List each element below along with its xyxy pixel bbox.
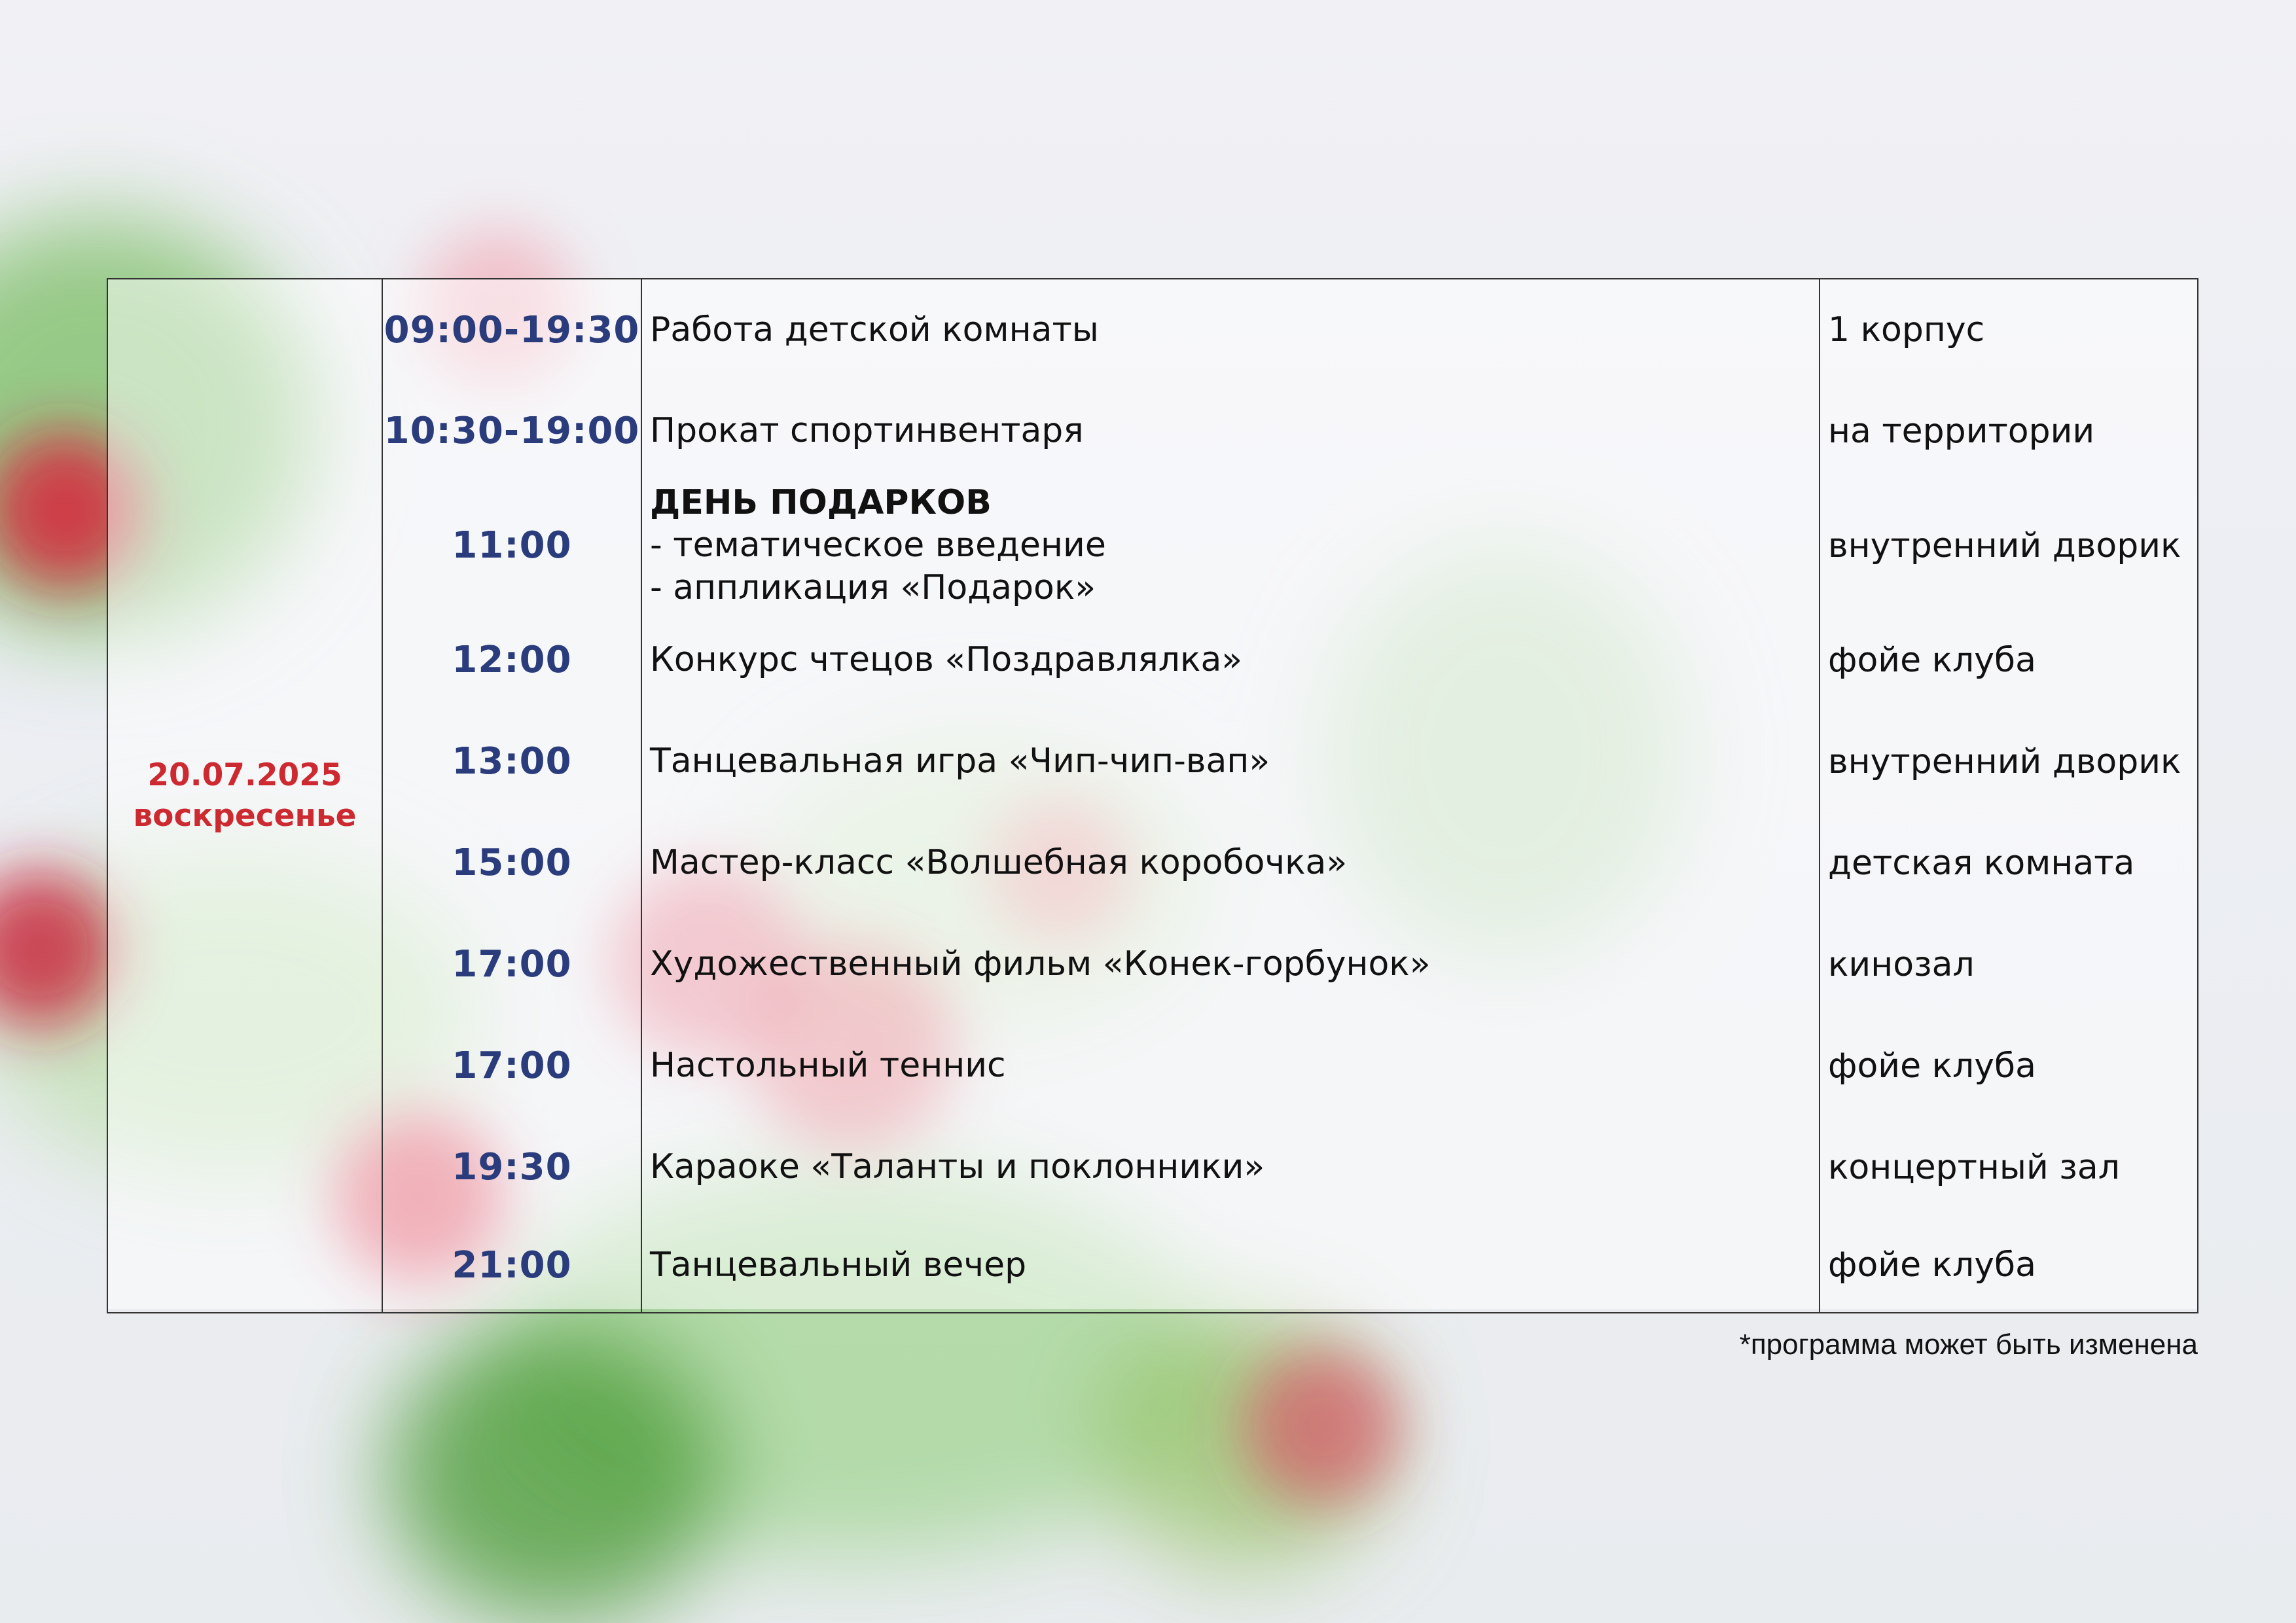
event-block	[641, 482, 1820, 609]
table-row	[107, 482, 2198, 609]
event-place: внутренний дворик	[1820, 711, 2198, 812]
date-label: 20.07.2025	[147, 757, 342, 793]
time-label: 13:00	[382, 711, 641, 812]
time-label: 17:00	[382, 1015, 641, 1116]
event-place: фойе клуба	[1820, 609, 2198, 711]
schedule-table	[107, 278, 2198, 1313]
event-place: внутренний дворик	[1820, 482, 2198, 609]
event-title: Работа детской комнаты	[641, 279, 1820, 380]
time-label: 21:00	[382, 1218, 641, 1313]
table-row	[107, 711, 2198, 812]
event-subitem: - тематическое введение	[650, 526, 1106, 565]
time-label: 10:30-19:00	[382, 380, 641, 482]
time-label: 17:00	[382, 914, 641, 1015]
time-label: 15:00	[382, 812, 641, 914]
time-label: 19:30	[382, 1116, 641, 1218]
weekday-label: воскресенье	[133, 798, 357, 834]
event-title: Художественный фильм «Конек-горбунок»	[641, 914, 1820, 1015]
table-row	[107, 1015, 2198, 1116]
table-row	[107, 279, 2198, 380]
event-title: Караоке «Таланты и поклонники»	[641, 1116, 1820, 1218]
event-place: фойе клуба	[1820, 1015, 2198, 1116]
table-row	[107, 914, 2198, 1015]
event-place: 1 корпус	[1820, 279, 2198, 380]
time-label: 09:00-19:30	[382, 279, 641, 380]
time-label: 11:00	[382, 482, 641, 609]
event-title: Танцевальная игра «Чип-чип-вап»	[641, 711, 1820, 812]
event-title: Прокат спортинвентаря	[641, 380, 1820, 482]
table-row	[107, 812, 2198, 914]
event-place: на территории	[1820, 380, 2198, 482]
event-title: Мастер-класс «Волшебная коробочка»	[641, 812, 1820, 914]
event-place: фойе клуба	[1820, 1218, 2198, 1313]
table-row	[107, 1218, 2198, 1313]
event-heading: ДЕНЬ ПОДАРКОВ	[650, 483, 992, 522]
date-cell	[107, 279, 382, 1313]
event-place: концертный зал	[1820, 1116, 2198, 1218]
footnote: *программа может быть изменена	[1739, 1329, 2198, 1361]
event-title: Танцевальный вечер	[641, 1218, 1820, 1313]
time-label: 12:00	[382, 609, 641, 711]
event-place: детская комната	[1820, 812, 2198, 914]
event-subitem: - аппликация «Подарок»	[650, 568, 1096, 607]
event-place: кинозал	[1820, 914, 2198, 1015]
table-row	[107, 609, 2198, 711]
table-row	[107, 380, 2198, 482]
table-row	[107, 1116, 2198, 1218]
event-title: Настольный теннис	[641, 1015, 1820, 1116]
event-title: Конкурс чтецов «Поздравлялка»	[641, 609, 1820, 711]
